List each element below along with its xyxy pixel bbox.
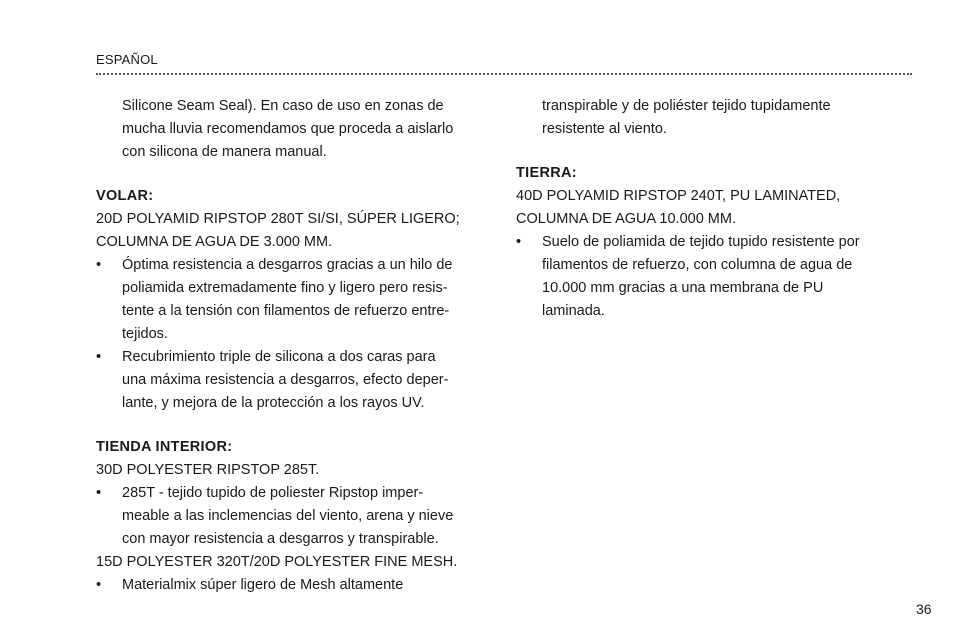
text-line: Silicone Seam Seal). En caso de uso en zonas de bbox=[122, 98, 444, 114]
list-item bbox=[96, 254, 496, 346]
text-line: transpirable y de poliéster tejido tupidamente bbox=[542, 98, 831, 114]
text-line: con mayor resistencia a desgarros y transpirable. bbox=[122, 531, 439, 547]
spec-line: 40D POLYAMID RIPSTOP 240T, PU LAMINATED, bbox=[516, 188, 841, 204]
header-dotted-rule bbox=[96, 73, 912, 75]
text-line: Suelo de poliamida de tejido tupido resistente por bbox=[542, 234, 860, 250]
section-title-tienda-interior: TIENDA INTERIOR: bbox=[96, 439, 233, 455]
intro-paragraph bbox=[96, 95, 496, 164]
text-line: laminada. bbox=[542, 303, 605, 319]
section-gap bbox=[96, 415, 496, 436]
text-line: Óptima resistencia a desgarros gracias a un hilo de bbox=[122, 257, 453, 273]
right-column bbox=[516, 95, 916, 323]
text-line: Recubrimiento triple de silicona a dos caras para bbox=[122, 349, 436, 365]
spec-line: 20D POLYAMID RIPSTOP 280T SI/SI, SÚPER LIGERO; bbox=[96, 211, 460, 227]
text-line: una máxima resistencia a desgarros, efecto deper- bbox=[122, 372, 449, 388]
text-line: Materialmix súper ligero de Mesh altamente bbox=[122, 577, 404, 593]
section-title-tierra: TIERRA: bbox=[516, 165, 577, 181]
text-line: con silicona de manera manual. bbox=[122, 144, 327, 160]
left-column bbox=[96, 95, 496, 597]
spec-line: 30D POLYESTER RIPSTOP 285T. bbox=[96, 462, 320, 478]
bullet-icon: • bbox=[96, 257, 102, 273]
spec-line: COLUMNA DE AGUA DE 3.000 MM. bbox=[96, 234, 333, 250]
section-gap bbox=[96, 164, 496, 185]
text-line: lante, y mejora de la protección a los rayos UV. bbox=[122, 395, 425, 411]
bullet-icon: • bbox=[96, 485, 102, 501]
page-number: 36 bbox=[916, 601, 932, 617]
text-line: 285T - tejido tupido de poliester Ripstop imper- bbox=[122, 485, 424, 501]
header-label: ESPAÑOL bbox=[96, 52, 158, 67]
list-item bbox=[96, 346, 496, 415]
text-line: meable a las inclemencias del viento, arena y nieve bbox=[122, 508, 454, 524]
section-gap bbox=[516, 141, 916, 162]
text-line: resistente al viento. bbox=[542, 121, 667, 137]
list-item bbox=[96, 482, 496, 551]
continuation-paragraph bbox=[516, 95, 916, 141]
text-line: poliamida extremadamente fino y ligero pero resis- bbox=[122, 280, 448, 296]
spec-line: 15D POLYESTER 320T/20D POLYESTER FINE MESH. bbox=[96, 554, 458, 570]
list-item bbox=[96, 574, 496, 597]
list-item bbox=[516, 231, 916, 323]
bullet-icon: • bbox=[96, 349, 102, 365]
text-line: filamentos de refuerzo, con columna de agua de bbox=[542, 257, 853, 273]
text-line: 10.000 mm gracias a una membrana de PU bbox=[542, 280, 824, 296]
text-line: tente a la tensión con filamentos de refuerzo entre- bbox=[122, 303, 450, 319]
text-line: mucha lluvia recomendamos que proceda a aislarlo bbox=[122, 121, 454, 137]
spec-line: COLUMNA DE AGUA 10.000 MM. bbox=[516, 211, 736, 227]
text-line: tejidos. bbox=[122, 326, 168, 342]
bullet-icon: • bbox=[516, 234, 522, 250]
bullet-icon: • bbox=[96, 577, 102, 593]
section-title-volar: VOLAR: bbox=[96, 188, 154, 204]
